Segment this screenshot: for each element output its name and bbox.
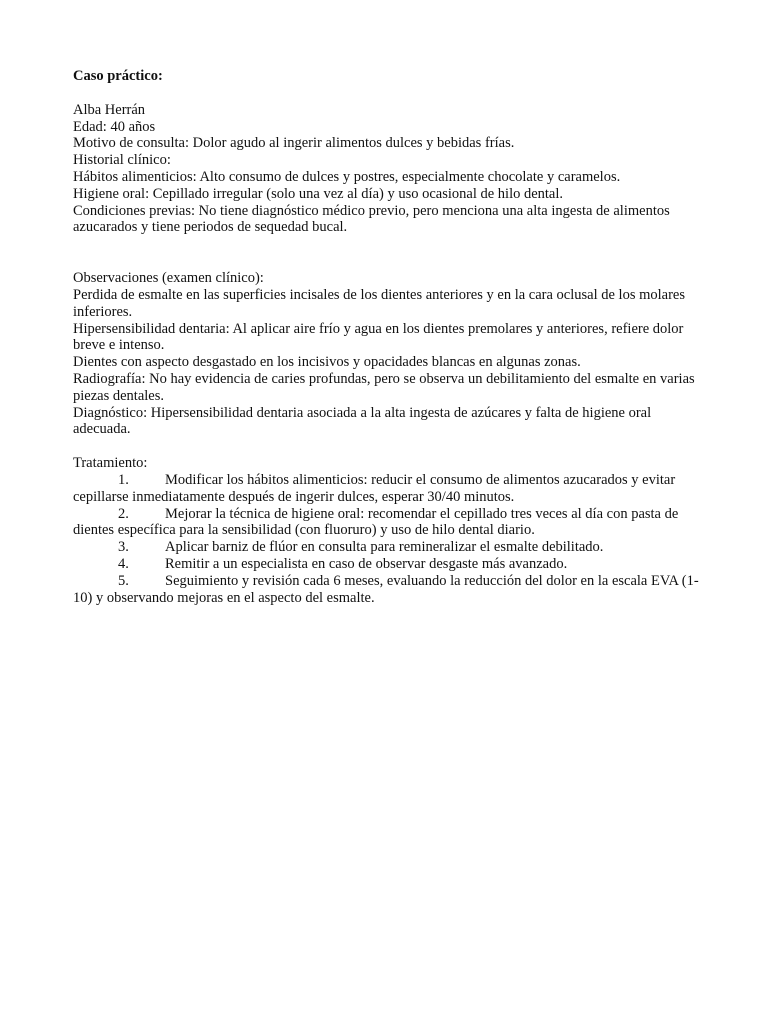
spacer <box>73 236 699 270</box>
spacer <box>73 438 699 455</box>
patient-age: Edad: 40 años <box>73 118 156 135</box>
treatment-item <box>73 539 699 556</box>
list-text: Seguimiento y revisión cada 6 meses, evaluando la reducción del dolor en la escala EVA (1-10) y observando mejoras en el aspecto del esmalte. <box>73 572 699 606</box>
document-body <box>73 68 699 606</box>
worn-teeth: Dientes con aspecto desgastado en los incisivos y opacidades blancas en algunas zonas. <box>73 354 581 371</box>
radiography: Radiografía: No hay evidencia de caries profundas, pero se observa un debilitamiento del esmalte en varias piezas dentales. <box>73 370 695 404</box>
list-number: 1. <box>118 471 129 488</box>
list-number: 2. <box>118 505 129 522</box>
enamel-loss: Perdida de esmalte en las superficies incisales de los dientes anteriores y en la cara oclusal de los molares inferiores. <box>73 286 686 320</box>
treatment-item <box>73 573 699 607</box>
treatment-item <box>73 472 699 506</box>
consultation-reason: Motivo de consulta: Dolor agudo al ingerir alimentos dulces y bebidas frías. <box>73 135 515 152</box>
spacer <box>73 85 699 102</box>
observations-heading: Observaciones (examen clínico): <box>73 270 264 287</box>
dietary-habits: Hábitos alimenticios: Alto consumo de dulces y postres, especialmente chocolate y caramelos. <box>73 168 621 185</box>
list-text: Mejorar la técnica de higiene oral: recomendar el cepillado tres veces al día con pasta de dientes específica para la sensibilidad (con fluoruro) y uso de hilo dental diario. <box>73 505 679 539</box>
list-number: 3. <box>118 539 129 556</box>
dental-hypersensitivity: Hipersensibilidad dentaria: Al aplicar aire frío y agua en los dientes premolares y anteriores, refiere dolor breve e intenso. <box>73 320 684 354</box>
list-text: Modificar los hábitos alimenticios: reducir el consumo de alimentos azucarados y evitar cepillarse inmediatamente después de ingerir dulces, esperar 30/40 minutos. <box>73 471 676 505</box>
oral-hygiene: Higiene oral: Cepillado irregular (solo una vez al día) y uso ocasional de hilo dental. <box>73 185 564 202</box>
list-number: 5. <box>118 572 129 589</box>
treatment-item <box>73 556 699 573</box>
list-text: Aplicar barniz de flúor en consulta para remineralizar el esmalte debilitado. <box>165 539 604 556</box>
clinical-history-heading: Historial clínico: <box>73 152 171 169</box>
treatment-item <box>73 506 699 540</box>
patient-name: Alba Herrán <box>73 101 146 118</box>
list-text: Remitir a un especialista en caso de observar desgaste más avanzado. <box>165 555 568 572</box>
previous-conditions: Condiciones previas: No tiene diagnóstico médico previo, pero menciona una alta ingesta de alimentos azucarados y tiene periodos de sequedad bucal. <box>73 202 670 236</box>
treatment-heading: Tratamiento: <box>73 455 148 472</box>
list-number: 4. <box>118 555 129 572</box>
document-title: Caso práctico: <box>73 68 163 84</box>
diagnosis: Diagnóstico: Hipersensibilidad dentaria asociada a la alta ingesta de azúcares y falta de higiene oral adecuada. <box>73 404 652 438</box>
